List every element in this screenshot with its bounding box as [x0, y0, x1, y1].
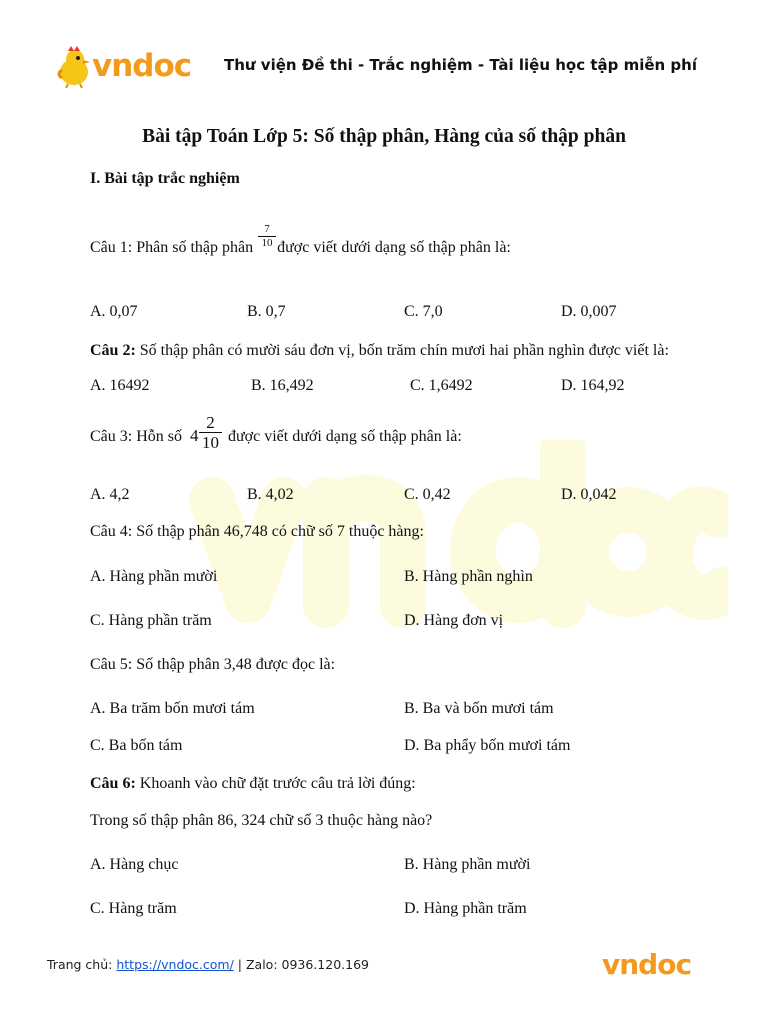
q5-option-b[interactable]: B. Ba và bốn mươi tám [404, 700, 554, 717]
q1-option-c[interactable]: C. 7,0 [404, 303, 443, 320]
question-1-text-after: được viết dưới dạng số thập phân là: [273, 239, 511, 256]
q1-option-b[interactable]: B. 0,7 [247, 303, 286, 320]
q5-option-c[interactable]: C. Ba bốn tám [90, 737, 183, 754]
q1-option-d[interactable]: D. 0,007 [561, 303, 617, 320]
question-3-whole: 4 [190, 426, 199, 445]
fraction-denominator: 10 [202, 433, 219, 452]
q5-option-a[interactable]: A. Ba trăm bốn mươi tám [90, 700, 255, 717]
question-6-sub: Trong số thập phân 86, 324 chữ số 3 thuộc hàng nào? [90, 812, 433, 829]
question-2-text: Số thập phân có mười sáu đơn vị, bốn trăm chín mươi hai phần nghìn được viết là: [135, 342, 669, 359]
footer-logo[interactable]: vndoc [602, 948, 692, 981]
logo-text: vndoc [92, 48, 192, 84]
q3-option-c[interactable]: C. 0,42 [404, 486, 451, 503]
footer-text [47, 957, 369, 972]
q4-option-c[interactable]: C. Hàng phần trăm [90, 612, 212, 629]
q4-option-d[interactable]: D. Hàng đơn vị [404, 612, 504, 629]
section-heading: I. Bài tập trắc nghiệm [90, 170, 240, 187]
question-6-label: Câu 6: [90, 775, 136, 792]
chick-mascot-icon [54, 46, 94, 88]
question-6 [90, 775, 416, 793]
footer-prefix: Trang chủ: [47, 957, 117, 972]
question-1 [90, 239, 511, 257]
question-5: Câu 5: Số thập phân 3,48 được đọc là: [90, 656, 336, 673]
question-1-text-before: Câu 1: Phân số thập phân [90, 239, 258, 256]
q6-option-a[interactable]: A. Hàng chục [90, 856, 179, 873]
question-6-text: Khoanh vào chữ đặt trước câu trả lời đúng: [135, 775, 416, 792]
footer-home-link[interactable]: https://vndoc.com/ [116, 957, 234, 972]
q2-option-d[interactable]: D. 164,92 [561, 377, 625, 394]
fraction-numerator: 7 [264, 223, 270, 235]
q6-option-d[interactable]: D. Hàng phần trăm [404, 900, 527, 917]
question-3-fraction [199, 414, 222, 452]
page-title: Bài tập Toán Lớp 5: Số thập phân, Hàng của số thập phân [142, 126, 626, 147]
q3-option-b[interactable]: B. 4,02 [247, 486, 294, 503]
fraction-denominator: 10 [261, 237, 273, 249]
q4-option-b[interactable]: B. Hàng phần nghìn [404, 568, 533, 585]
question-2-label: Câu 2: [90, 342, 136, 359]
q3-option-d[interactable]: D. 0,042 [561, 486, 617, 503]
header-tagline: Thư viện Đề thi - Trắc nghiệm - Tài liệu học tập miễn phí [224, 56, 697, 74]
q4-option-a[interactable]: A. Hàng phần mười [90, 568, 218, 585]
question-2 [90, 342, 669, 360]
question-3-text-after: được viết dưới dạng số thập phân là: [224, 428, 462, 445]
q6-option-c[interactable]: C. Hàng trăm [90, 900, 177, 917]
q6-option-b[interactable]: B. Hàng phần mười [404, 856, 531, 873]
q1-option-a[interactable]: A. 0,07 [90, 303, 138, 320]
q2-option-c[interactable]: C. 1,6492 [410, 377, 473, 394]
footer-suffix: | Zalo: 0936.120.169 [233, 957, 369, 972]
question-3 [90, 428, 462, 446]
q3-option-a[interactable]: A. 4,2 [90, 486, 130, 503]
question-1-fraction [258, 223, 276, 250]
q2-option-b[interactable]: B. 16,492 [251, 377, 314, 394]
q5-option-d[interactable]: D. Ba phẩy bốn mươi tám [404, 737, 571, 754]
header-logo[interactable] [54, 46, 204, 90]
fraction-numerator: 2 [206, 413, 215, 432]
question-3-text-before: Câu 3: Hỗn số [90, 428, 186, 445]
q2-option-a[interactable]: A. 16492 [90, 377, 150, 394]
question-4: Câu 4: Số thập phân 46,748 có chữ số 7 thuộc hàng: [90, 523, 424, 540]
